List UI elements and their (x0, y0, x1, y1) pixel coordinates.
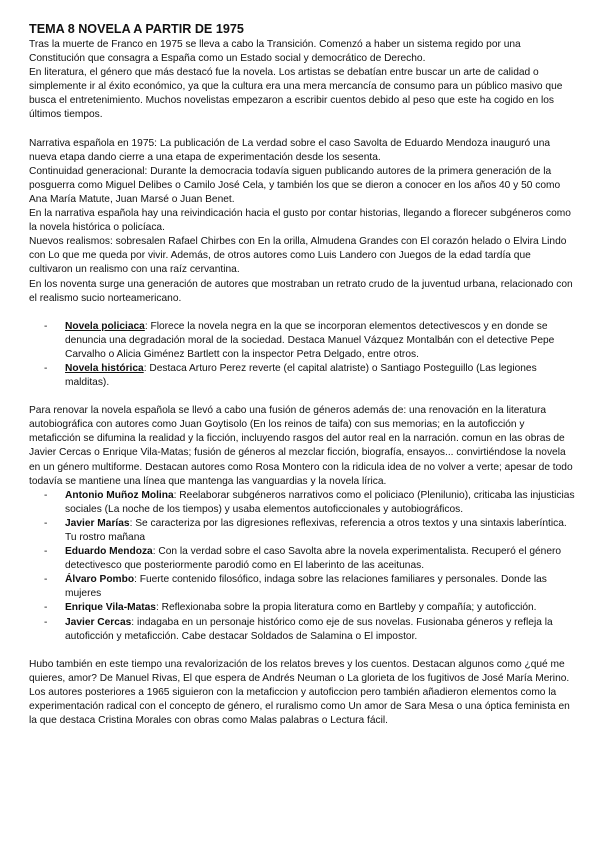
closing-paragraph: Hubo también en este tiempo una revalorización de los relatos breves y los cuentos. Destacan algunos como ¿qué me quieres, amor? De Manuel Rivas, El que espera de Andrés Neuman o La glorieta de los fugitivos de José María Merino. Los autores posteriores a 1965 siguieron con la metaficcion y autoficcion pero también añadieron elementos como la experimentación radical con el concepto de género, el ruralismo como Un amor de Sara Mesa o una óptica feminista en la que destaca Cristina Morales con obras como Malas palabras o Lectura fácil. (29, 658, 570, 727)
narrativa-paragraph-4: Nuevos realismos: sobresalen Rafael Chirbes con En la orilla, Almudena Grandes con El corazón helado o Elvira Lindo con Lo que me queda por vivir. Además, de otros autores como Luis Landero con Juegos de la edad tardía que cultivaron un realismo con una raíz cervantina. (29, 236, 567, 276)
list-dash: - (44, 602, 48, 614)
list-item (29, 545, 576, 573)
list-item-term: Novela policiaca (65, 320, 145, 332)
author-name: Enrique Vila-Matas (65, 602, 156, 614)
authors-list (29, 489, 576, 644)
list-dash: - (44, 489, 48, 501)
list-item (29, 517, 576, 545)
list-dash: - (44, 574, 48, 586)
author-text: : Se caracteriza por las digresiones reflexivas, referencia a otros textos y una sintaxis laberíntica. Tu rostro mañana (65, 517, 567, 543)
author-name: Javier Cercas (65, 616, 132, 628)
intro-paragraph-2: En literatura, el género que más destacó fue la novela. Los artistas se debatían entre buscar un arte de calidad o simplemente ir al éxito económico, ya que la cultura era una mera mercancía de consumo para un público masivo que busca el entretenimiento. Muchos novelistas empezaron a escribir cuentos debido al peso que este ha cogido en los últimos tiempos. (29, 67, 563, 121)
spacer (29, 390, 576, 404)
spacer (29, 306, 576, 320)
list-dash: - (44, 546, 48, 558)
list-dash: - (44, 320, 48, 332)
list-item (29, 573, 576, 601)
narrativa-paragraph-5: En los noventa surge una generación de autores que mostraban un retrato crudo de la juventud urbana, relacionado con el realismo sucio norteamericano. (29, 278, 573, 304)
subgenre-list (29, 320, 576, 390)
author-text: : indagaba en un personaje histórico como eje de sus novelas. Fusionaba géneros y refleja la autoficción y metaficción. Cabe destacar Soldados de Salamina o El impostor. (65, 616, 553, 642)
list-dash: - (44, 362, 48, 374)
author-text: : Reflexionaba sobre la propia literatura como en Bartleby y compañía; y autoficción. (155, 602, 537, 614)
spacer (29, 123, 576, 137)
list-item (29, 489, 576, 517)
author-name: Eduardo Mendoza (65, 546, 153, 558)
list-item (29, 601, 576, 615)
spacer (29, 644, 576, 658)
author-name: Álvaro Pombo (65, 574, 135, 586)
list-item (29, 362, 576, 390)
narrativa-paragraph-2: Continuidad generacional: Durante la democracia todavía siguen publicando autores de la primera generación de la posguerra como Miguel Delibes o Camilo José Cela, y también los que se dieron a conocer en los años 40 y 50 como Ana María Matute, Juan Marsé o Juan Benet. (29, 165, 561, 205)
intro-paragraph-1: Tras la muerte de Franco en 1975 se lleva a cabo la Transición. Comenzó a haber un sistema regido por una Constitución que consagra a España como un Estado social y democrático de Derecho. (29, 39, 521, 65)
list-item (29, 320, 576, 362)
narrativa-paragraph-3: En la narrativa española hay una reivindicación hacia el gusto por contar historias, llegando a florecer subgéneros como la novela histórica o policíaca. (29, 208, 571, 234)
author-text: : Con la verdad sobre el caso Savolta abre la novela experimentalista. Recuperó el género detectivesco que posteriormente parodió como en El laberinto de las aceitunas. (65, 546, 562, 572)
author-text: : Fuerte contenido filosófico, indaga sobre las relaciones familiares y personales. Donde las mujeres (65, 574, 547, 600)
renovar-paragraph: Para renovar la novela española se llevó a cabo una fusión de géneros además de: una renovación en la literatura autobiográfica con autores como Juan Goytisolo (En los reinos de taifa) con sus memorias; en la autoficción y metaficción se difumina la realidad y la ficción, incluyendo rasgos del autor real en la narración. comun en las obras de Javier Cercas o Enrique Vila-Matas; fusión de géneros al mezclar ficción, biografía, ensayos... convirtiéndose la novela en un género multiforme. Destacan autores como Rosa Montero con la ridicula idea de no volver a verte; apesar de todo todavía se mantiene una línea que mantenga las vanguardias y la novela lírica. (29, 405, 573, 487)
author-name: Antonio Muñoz Molina (65, 489, 174, 501)
document-title: TEMA 8 NOVELA A PARTIR DE 1975 (29, 22, 244, 36)
list-item-text: : Destaca Arturo Perez reverte (el capital alatriste) o Santiago Posteguillo (Las legiones malditas). (65, 362, 537, 389)
list-dash: - (44, 616, 48, 628)
list-item (29, 616, 576, 644)
author-name: Javier Marías (65, 517, 130, 529)
author-text: : Reelaborar subgéneros narrativos como el policiaco (Plenilunio), criticaba las injusticias sociales (La noche de los tiempos) y usaba elementos autoficcionales y autobiográficos. (65, 489, 575, 515)
list-item-term: Novela histórica (65, 362, 144, 374)
narrativa-paragraph-1: Narrativa española en 1975: La publicación de La verdad sobre el caso Savolta de Eduardo Mendoza inauguró una nueva etapa dando cierre a una etapa de experimentación desde los sesenta. (29, 137, 551, 163)
list-dash: - (44, 517, 48, 529)
list-item-text: : Florece la novela negra en la que se incorporan elementos detectivescos y en donde se denuncia una degradación moral de la sociedad. Destaca Manuel Vázquez Montalbán con el detective Pepe Carvalho o Alicia Giménez Bartlett con la inspector Petra Delgado, entre otros. (65, 320, 555, 360)
